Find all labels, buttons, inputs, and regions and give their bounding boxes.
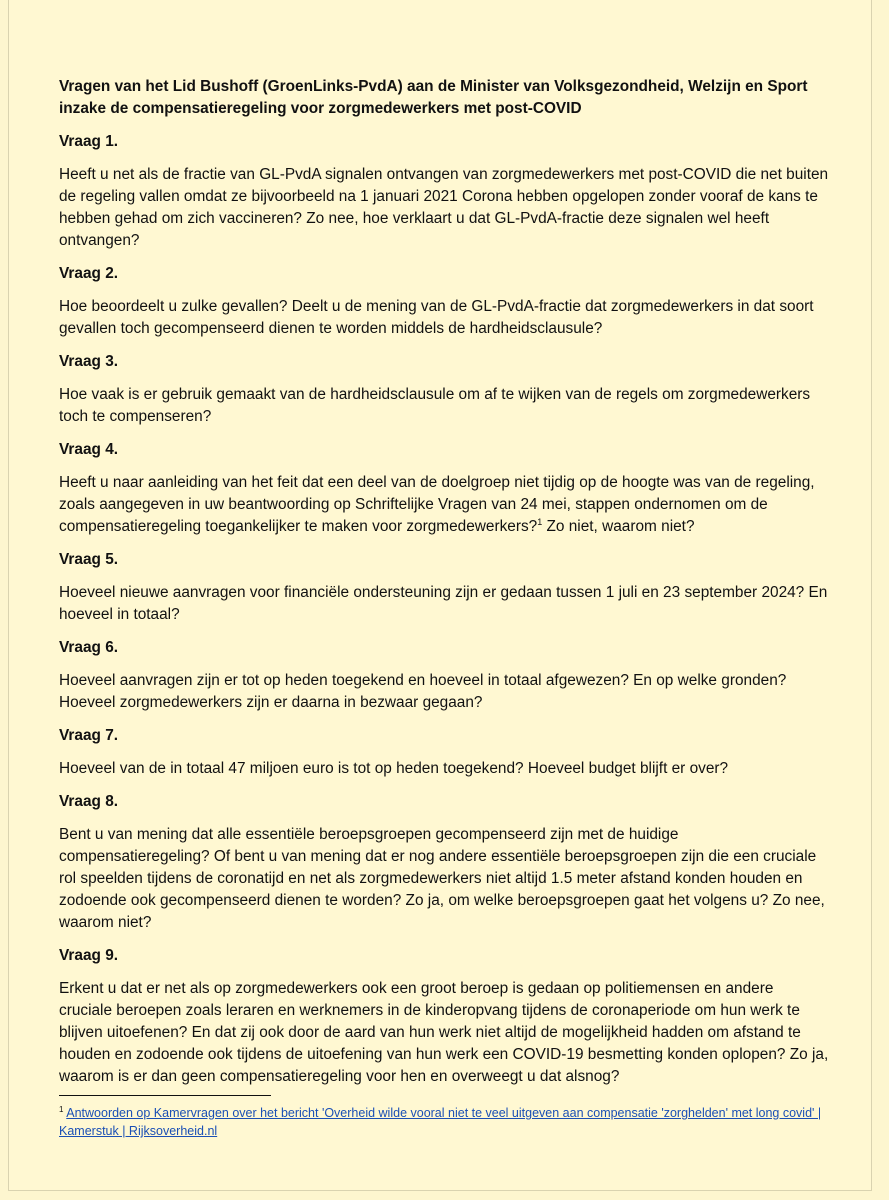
question-8 [59, 791, 829, 934]
question-7 [59, 725, 829, 780]
question-2 [59, 263, 829, 340]
question-heading: Vraag 7. [59, 727, 119, 744]
footnote-reference[interactable]: 1 [537, 516, 543, 527]
question-text: Hoe vaak is er gebruik gemaakt van de hardheidsclausule om af te wijken van de regels om zorgmedewerkers toch te compenseren? [59, 386, 811, 425]
question-text: Bent u van mening dat alle essentiële beroepsgroepen gecompenseerd zijn met de huidige compensatieregeling? Of bent u van mening dat er nog andere essentiële beroepsgroepen zijn die een cruciale rol speelden tijdens de coronatijd en net als zorgmedewerkers niet altijd 1.5 meter afstand konden houden en zodoende ook gecompenseerd dienen te worden? Zo ja, om welke beroepsgroepen gaat het volgens u? Zo nee, waarom niet? [59, 826, 825, 931]
footnote-link[interactable]: Antwoorden op Kamervragen over het bericht 'Overheid wilde vooral niet te veel uitgeven aan compensatie 'zorghelden' met long covid' | Kamerstuk | Rijksoverheid.nl [59, 1106, 822, 1138]
question-text: Hoeveel aanvragen zijn er tot op heden toegekend en hoeveel in totaal afgewezen? En op welke gronden? Hoeveel zorgmedewerkers zijn er daarna in bezwaar gegaan? [59, 672, 787, 711]
document-body [59, 76, 829, 1099]
footnote [59, 1104, 829, 1140]
question-text: Hoeveel van de in totaal 47 miljoen euro is tot op heden toegekend? Hoeveel budget blijft er over? [59, 760, 729, 777]
question-text: Heeft u net als de fractie van GL-PvdA signalen ontvangen van zorgmedewerkers met post-COVID die net buiten de regeling vallen omdat ze bijvoorbeeld na 1 januari 2021 Corona hebben opgelopen zonder vooraf de kans te hebben gehad om zich vaccineren? Zo nee, hoe verklaart u dat GL-PvdA-fractie deze signalen wel heeft ontvangen? [59, 166, 829, 249]
footnote-number: 1 [59, 1104, 64, 1114]
question-text-tail: Zo niet, waarom niet? [542, 518, 695, 535]
question-3 [59, 351, 829, 428]
document-title: Vragen van het Lid Bushoff (GroenLinks-PvdA) aan de Minister van Volksgezondheid, Welzijn en Sport inzake de compensatieregeling voor zorgmedewerkers met post-COVID [59, 78, 808, 117]
question-heading: Vraag 1. [59, 133, 119, 150]
question-text: Erkent u dat er net als op zorgmedewerkers ook een groot beroep is gedaan op politiemensen en andere cruciale beroepen zoals leraren en werknemers in de kinderopvang tijdens de coronaperiode om hun werk te blijven uitoefenen? En dat zij ook door de aard van hun werk niet altijd de mogelijkheid hadden om afstand te houden en zodoende ook tijdens de uitoefening van hun werk een COVID-19 besmetting konden oplopen? Zo ja, waarom is er dan geen compensatieregeling voor hen en overweegt u dat alsnog? [59, 980, 829, 1085]
question-heading: Vraag 6. [59, 639, 119, 656]
footnote-divider [59, 1095, 271, 1096]
question-text: Hoeveel nieuwe aanvragen voor financiële ondersteuning zijn er gedaan tussen 1 juli en 23 september 2024? En hoeveel in totaal? [59, 584, 828, 623]
question-1 [59, 131, 829, 252]
question-heading: Vraag 9. [59, 947, 119, 964]
question-9 [59, 945, 829, 1088]
question-text-main: Heeft u naar aanleiding van het feit dat een deel van de doelgroep niet tijdig op de hoogte was van de regeling, zoals aangegeven in uw beantwoording op Schriftelijke Vragen van 24 mei, stappen ondernomen om de compensatieregeling toegankelijker te maken voor zorgmedewerkers? [59, 474, 815, 535]
question-heading: Vraag 8. [59, 793, 119, 810]
question-heading: Vraag 2. [59, 265, 119, 282]
question-4 [59, 439, 829, 538]
question-text: Hoe beoordeelt u zulke gevallen? Deelt u de mening van de GL-PvdA-fractie dat zorgmedewerkers in dat soort gevallen toch gecompenseerd dienen te worden middels de hardheidsclausule? [59, 298, 814, 337]
question-heading: Vraag 4. [59, 441, 119, 458]
question-heading: Vraag 3. [59, 353, 119, 370]
question-6 [59, 637, 829, 714]
question-heading: Vraag 5. [59, 551, 119, 568]
question-5 [59, 549, 829, 626]
question-text [59, 472, 829, 538]
